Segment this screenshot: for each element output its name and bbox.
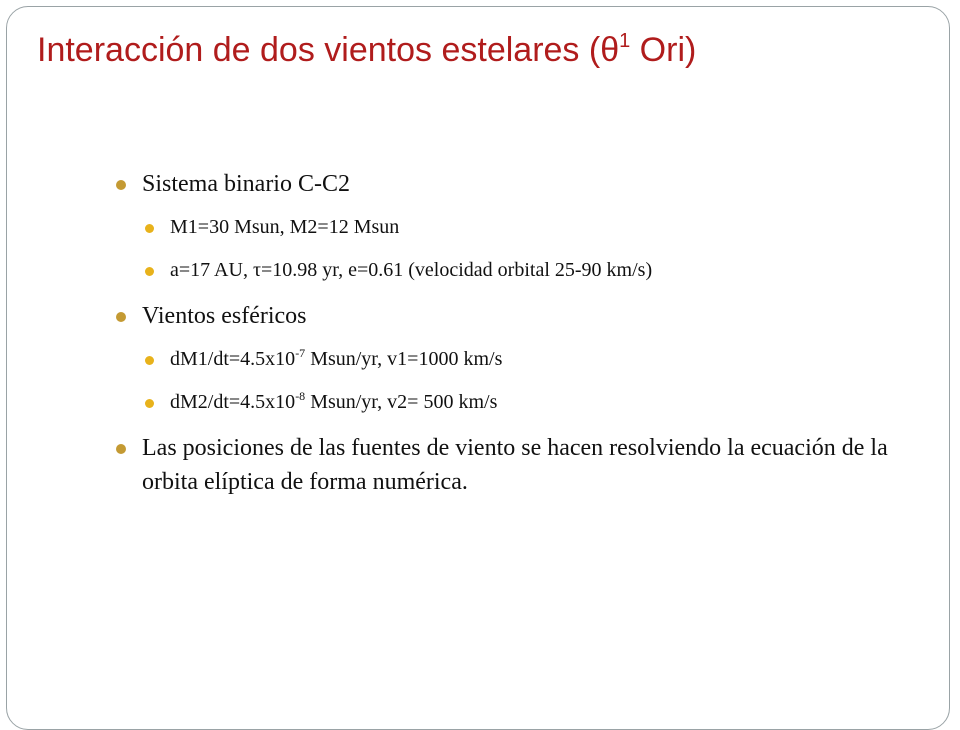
bullet-masses: M1=30 Msun, M2=12 Msun — [112, 213, 912, 241]
title-superscript: 1 — [619, 30, 631, 52]
wind-2-rate: dM2/dt=4.5x10 — [170, 391, 296, 413]
bullet-binary-system: Sistema binario C-C2 — [112, 167, 912, 201]
slide-title — [37, 31, 696, 70]
wind-2-exponent: -8 — [295, 389, 306, 403]
wind-1-exponent: -7 — [295, 346, 306, 360]
bullet-wind-2 — [112, 388, 912, 416]
bullet-orbit-parameters: a=17 AU, τ=10.98 yr, e=0.61 (velocidad orbital 25-90 km/s) — [112, 256, 912, 284]
bullet-wind-positions: Las posiciones de las fuentes de viento se hacen resolviendo la ecuación de la orbita elíptica de forma numérica. — [112, 431, 912, 499]
title-tail: Ori) — [630, 31, 697, 69]
slide-body — [112, 167, 912, 505]
bullet-spherical-winds: Vientos esféricos — [112, 299, 912, 333]
title-text: Interacción de dos vientos estelares (θ — [37, 31, 620, 69]
slide-frame — [6, 6, 950, 730]
wind-1-rate: dM1/dt=4.5x10 — [170, 348, 296, 370]
bullet-wind-1 — [112, 345, 912, 373]
wind-1-velocity: Msun/yr, v1=1000 km/s — [305, 348, 503, 370]
wind-2-velocity: Msun/yr, v2= 500 km/s — [305, 391, 498, 413]
